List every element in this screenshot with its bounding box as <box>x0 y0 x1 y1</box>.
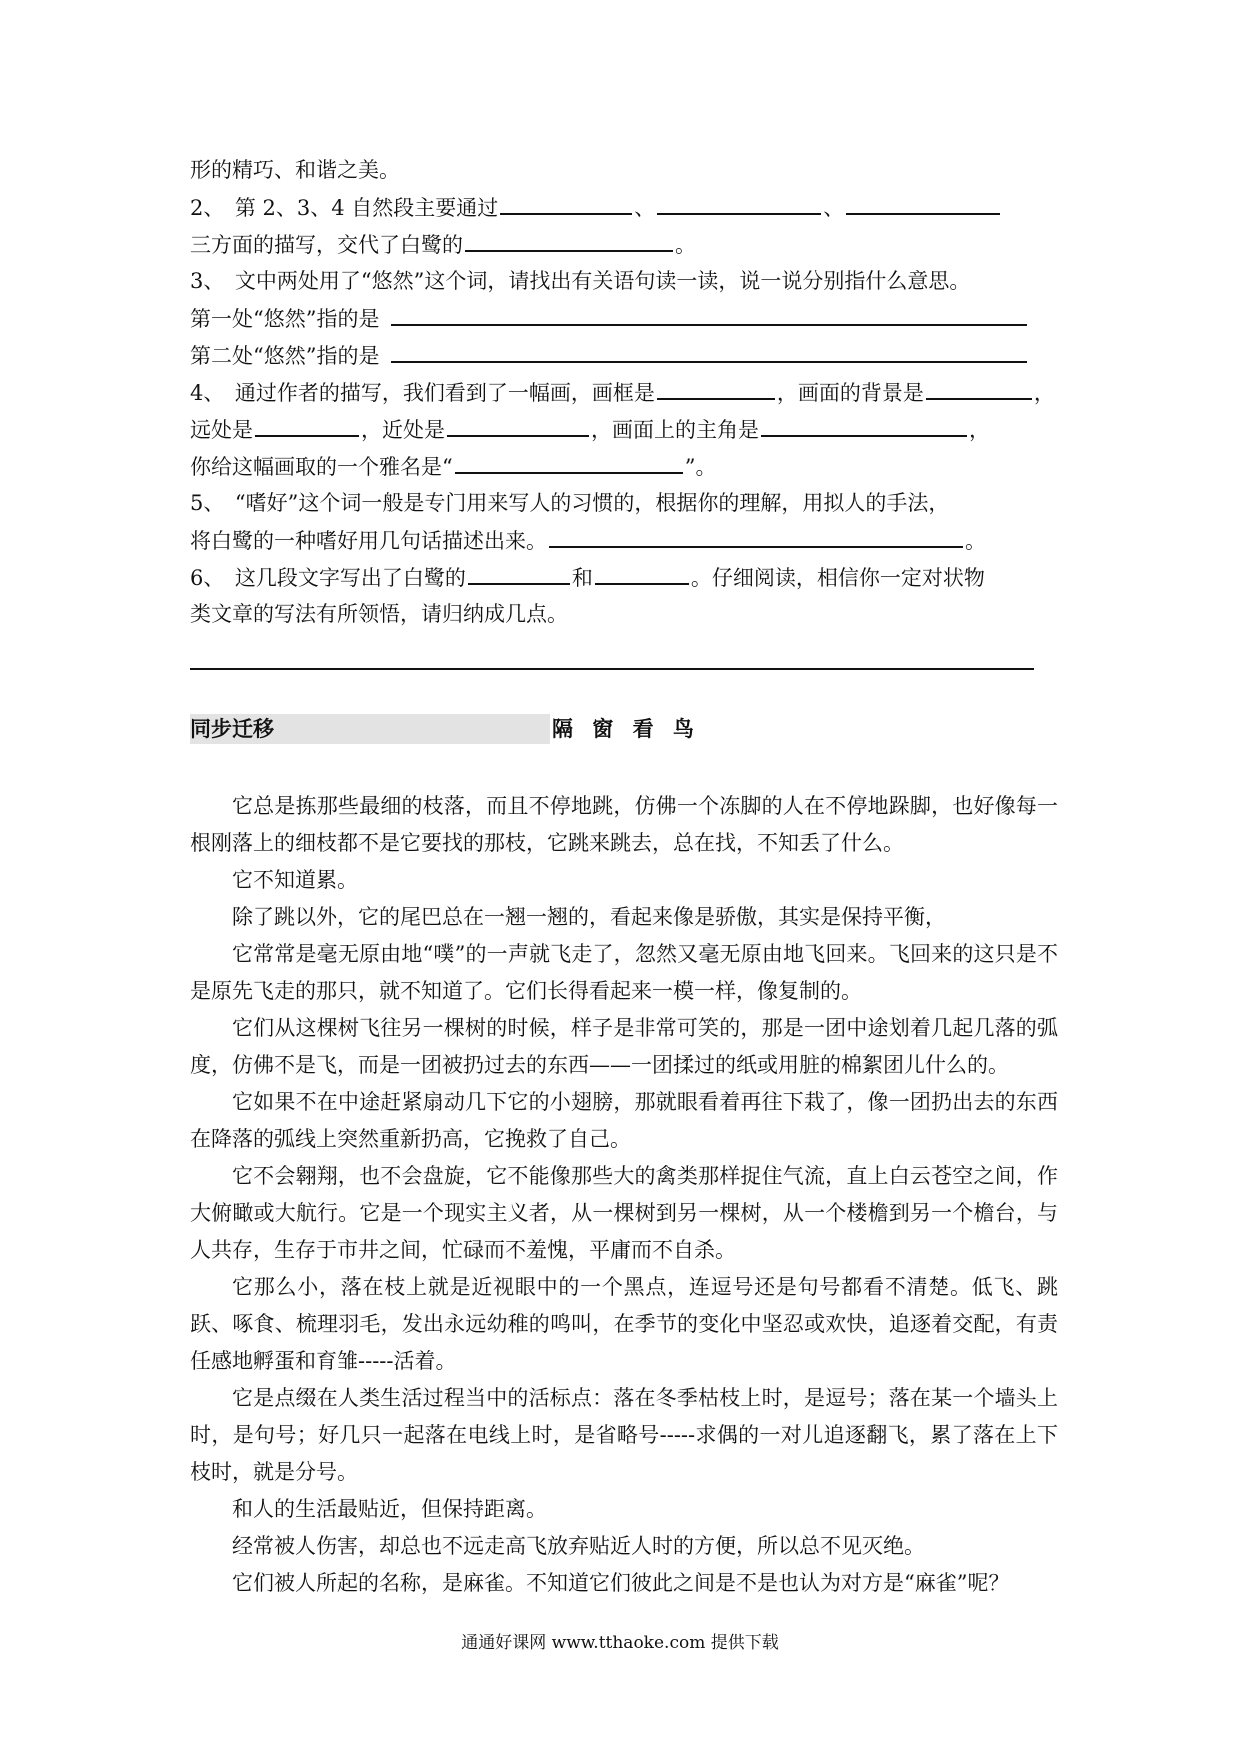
answer-blank[interactable] <box>391 337 1027 363</box>
article-title: 隔 窗 看 鸟 <box>552 717 700 741</box>
article-paragraph: 除了跳以外，它的尾巴总在一翘一翘的，看起来像是骄傲，其实是保持平衡， <box>232 905 946 929</box>
question-5-line-2: 将白鹭的一种嗜好用几句话描述出来。 。 <box>190 522 1070 558</box>
question-3-text: 3、 文中两处用了“悠然”这个词，请找出有关语句读一读，说一说分别指什么意思。 <box>190 269 971 293</box>
article-paragraph: 它不知道累。 <box>232 868 358 892</box>
answer-blank[interactable] <box>657 189 821 215</box>
question-4-line-1: 4、 通过作者的描写，我们看到了一幅画，画框是 ，画面的背景是 ， <box>190 374 1070 410</box>
article-paragraph: 它们被人所起的名称，是麻雀。不知道它们彼此之间是不是也认为对方是“麻雀”呢？ <box>232 1571 1010 1595</box>
question-1-continuation: 形的精巧、和谐之美。 <box>190 158 400 182</box>
article-paragraph: 经常被人伤害，却总也不远走高飞放弃贴近人时的方便，所以总不见灭绝。 <box>232 1534 925 1558</box>
answer-blank[interactable] <box>447 411 589 437</box>
article-paragraph: 它们从这棵树飞往另一棵树的时候，样子是非常可笑的，那是一团中途划着几起几落的弧度，仿佛不是飞，而是一团被扔过去的东西——一团揉过的纸或用脏的棉絮团儿什么的。 <box>190 1016 1058 1077</box>
article-paragraph: 它不会翱翔，也不会盘旋，它不能像那些大的禽类那样捉住气流，直上白云苍空之间，作大俯瞰或大航行。它是一个现实主义者，从一棵树到另一棵树，从一个楼檐到另一个檐台，与人共存，生存于市井之间，忙碌而不羞愧，平庸而不自杀。 <box>190 1164 1058 1262</box>
question-2-line-1: 2、 第 2、3、4 自然段主要通过 、 、 <box>190 189 1070 225</box>
answer-blank[interactable] <box>468 559 570 585</box>
answer-blank[interactable] <box>549 522 963 548</box>
answer-blank[interactable] <box>391 300 1027 326</box>
question-6-line-1: 6、 这几段文字写出了白鹭的 和 。仔细阅读，相信你一定对状物 <box>190 559 1070 595</box>
page-footer: 通通好课网 www.tthaoke.com 提供下载 <box>461 1633 779 1653</box>
question-5-line-1: 5、 “嗜好”这个词一般是专门用来写人的习惯的，根据你的理解，用拟人的手法， <box>190 491 950 515</box>
answer-blank[interactable] <box>846 189 1000 215</box>
section-label: 同步迁移 <box>190 717 274 741</box>
question-2-line-2: 三方面的描写，交代了白鹭的 。 <box>190 226 1070 262</box>
article-paragraph: 它如果不在中途赶紧扇动几下它的小翅膀，那就眼看着再往下栽了，像一团扔出去的东西在降落的弧线上突然重新扔高，它挽救了自己。 <box>190 1090 1058 1151</box>
article-paragraph: 它常常是毫无原由地“噗”的一声就飞走了，忽然又毫无原由地飞回来。飞回来的这只是不是原先飞走的那只，就不知道了。它们长得看起来一模一样，像复制的。 <box>190 942 1058 1003</box>
article-paragraph: 它是点缀在人类生活过程当中的活标点：落在冬季枯枝上时，是逗号；落在某一个墙头上时，是句号；好几只一起落在电线上时，是省略号-----求偶的一对儿追逐翻飞，累了落在上下枝时，就是分号。 <box>190 1386 1058 1484</box>
answer-blank[interactable] <box>657 374 775 400</box>
question-6-line-2: 类文章的写法有所领悟，请归纳成几点。 <box>190 602 568 626</box>
question-2-text: 2、 第 2、3、4 自然段主要通过 <box>190 196 499 220</box>
answer-line[interactable] <box>190 668 1034 670</box>
article-paragraph: 它总是拣那些最细的枝落，而且不停地跳，仿佛一个冻脚的人在不停地跺脚，也好像每一根刚落上的细枝都不是它要找的那枝，它跳来跳去，总在找，不知丢了什么。 <box>190 794 1058 855</box>
answer-blank[interactable] <box>761 411 967 437</box>
question-3-first: 第一处“悠然”指的是 <box>190 300 1070 336</box>
answer-blank[interactable] <box>926 374 1032 400</box>
article-paragraph: 和人的生活最贴近，但保持距离。 <box>232 1497 547 1521</box>
article-paragraph: 它那么小，落在枝上就是近视眼中的一个黑点，连逗号还是句号都看不清楚。低飞、跳跃、啄食、梳理羽毛，发出永远幼稚的鸣叫，在季节的变化中坚忍或欢快，追逐着交配，有责任感地孵蛋和育雏-----活着。 <box>190 1275 1058 1373</box>
question-4-line-2: 远处是 ，近处是 ，画面上的主角是 ， <box>190 411 1070 447</box>
answer-blank[interactable] <box>500 189 632 215</box>
answer-blank[interactable] <box>465 226 673 252</box>
answer-blank[interactable] <box>255 411 359 437</box>
question-4-line-3: 你给这幅画取的一个雅名是“ ”。 <box>190 448 1070 484</box>
answer-blank[interactable] <box>595 559 689 585</box>
answer-blank[interactable] <box>455 448 683 474</box>
question-3-second: 第二处“悠然”指的是 <box>190 337 1070 373</box>
